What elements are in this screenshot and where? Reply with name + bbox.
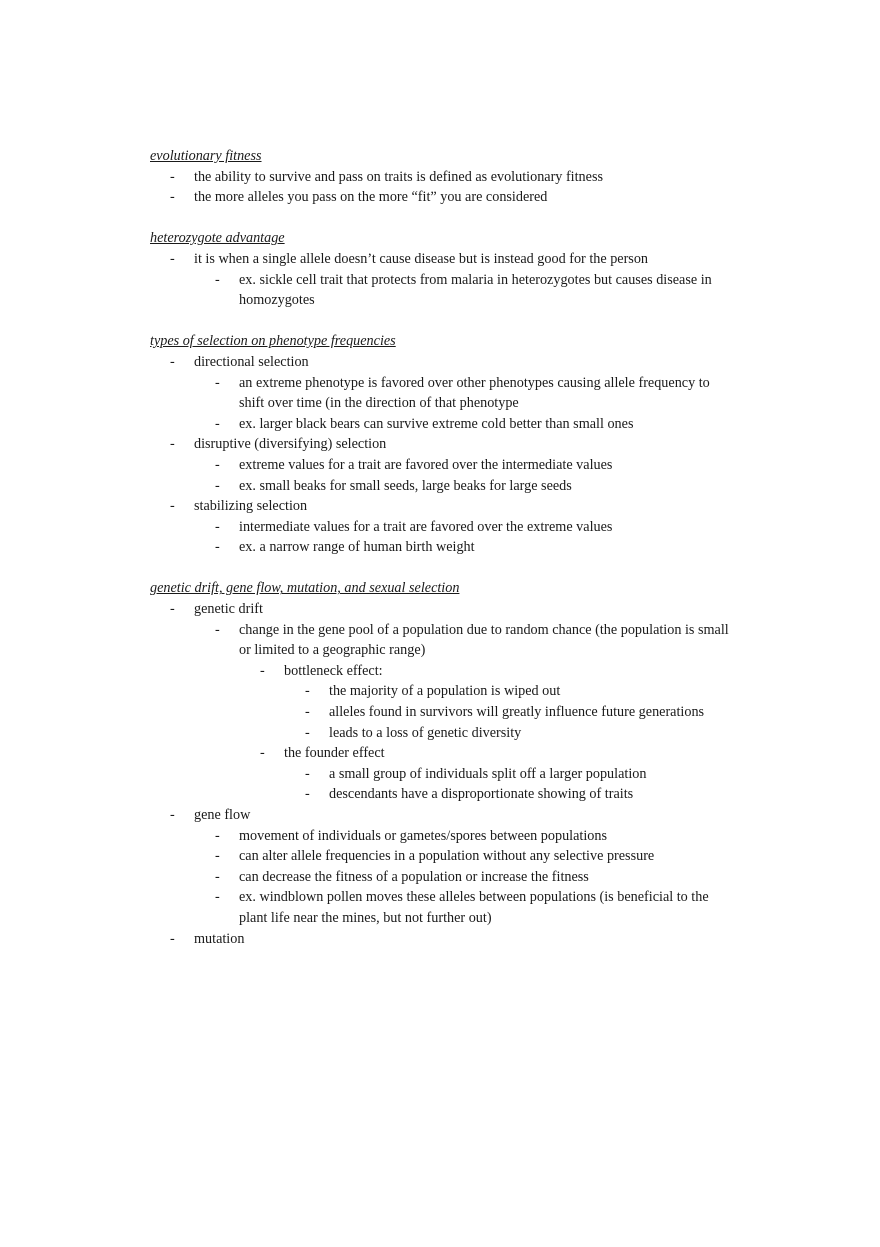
- bullet-item: [0, 867, 880, 888]
- bullet-item: [0, 702, 880, 723]
- document-body: [0, 146, 880, 970]
- bullet-item: [0, 455, 880, 476]
- bullet-dash: -: [170, 168, 175, 185]
- bullet-dash: -: [215, 827, 220, 844]
- bullet-text: leads to a loss of genetic diversity: [329, 724, 522, 741]
- bullet-item: [0, 599, 880, 620]
- bullet-text: it is when a single allele doesn’t cause disease but is instead good for the person: [194, 250, 649, 267]
- bullet-dash: -: [260, 745, 265, 762]
- bullet-item: [0, 661, 880, 682]
- bullet-text: change in the gene pool of a population due to random chance (the population is small or limited to a geographic range): [239, 621, 729, 659]
- bullet-text: ex. small beaks for small seeds, large beaks for large seeds: [239, 477, 572, 494]
- bullet-item: [0, 846, 880, 867]
- bullet-text: ex. larger black bears can survive extreme cold better than small ones: [239, 415, 634, 432]
- bullet-dash: -: [215, 889, 220, 906]
- bullet-item: [0, 784, 880, 805]
- notes-section: [0, 578, 880, 949]
- bullet-text: mutation: [194, 930, 245, 947]
- bullet-item: [0, 929, 880, 950]
- bullet-item: [0, 352, 880, 373]
- bullet-dash: -: [215, 415, 220, 432]
- bullet-item: [0, 249, 880, 270]
- bullet-item: [0, 476, 880, 497]
- bullet-item: [0, 764, 880, 785]
- bullet-text: movement of individuals or gametes/spores between populations: [239, 827, 608, 844]
- bullet-item: [0, 743, 880, 764]
- bullet-text: ex. sickle cell trait that protects from malaria in heterozygotes but causes disease in homozygotes: [239, 271, 712, 309]
- bullet-dash: -: [215, 621, 220, 638]
- bullet-text: stabilizing selection: [194, 498, 308, 515]
- bullet-text: the majority of a population is wiped out: [329, 683, 561, 700]
- bullet-dash: -: [170, 601, 175, 618]
- bullet-text: alleles found in survivors will greatly influence future generations: [329, 704, 705, 721]
- bullet-text: intermediate values for a trait are favored over the extreme values: [239, 518, 613, 535]
- bullet-item: [0, 414, 880, 435]
- bullet-dash: -: [170, 353, 175, 370]
- bullet-item: [0, 434, 880, 455]
- bullet-dash: -: [170, 250, 175, 267]
- bullet-item: [0, 187, 880, 208]
- bullet-item: [0, 681, 880, 702]
- bullet-text: can decrease the fitness of a population or increase the fitness: [239, 868, 589, 885]
- bullet-dash: -: [215, 848, 220, 865]
- bullet-dash: -: [170, 807, 175, 823]
- bullet-text: the founder effect: [284, 745, 385, 762]
- bullet-dash: -: [215, 374, 220, 391]
- bullet-item: [0, 496, 880, 517]
- bullet-item: [0, 887, 880, 928]
- bullet-dash: -: [305, 765, 310, 782]
- bullet-text: descendants have a disproportionate showing of traits: [329, 786, 634, 803]
- notes-section: [0, 331, 880, 558]
- bullet-dash: -: [215, 456, 220, 473]
- bullet-dash: -: [215, 477, 220, 494]
- bullet-text: ex. windblown pollen moves these alleles between populations (is beneficial to the plant life near the mines, but not further out): [239, 889, 709, 926]
- section-heading: genetic drift, gene flow, mutation, and sexual selection: [150, 580, 460, 597]
- bullet-dash: -: [305, 704, 310, 721]
- bullet-dash: -: [170, 498, 175, 515]
- bullet-text: extreme values for a trait are favored over the intermediate values: [239, 456, 613, 473]
- bullet-text: the more alleles you pass on the more “fit” you are considered: [194, 189, 548, 206]
- section-heading: types of selection on phenotype frequencies: [150, 333, 396, 350]
- bullet-dash: -: [170, 189, 175, 206]
- bullet-dash: -: [170, 436, 175, 453]
- bullet-text: an extreme phenotype is favored over other phenotypes causing allele frequency to shift over time (in the direction of that phenotype: [239, 374, 710, 412]
- bullet-dash: -: [215, 518, 220, 535]
- section-heading: evolutionary fitness: [150, 148, 262, 164]
- notes-section: [0, 228, 880, 310]
- bullet-dash: -: [305, 786, 310, 803]
- bullet-item: [0, 723, 880, 744]
- bullet-dash: -: [305, 724, 310, 741]
- bullet-item: [0, 517, 880, 538]
- section-heading: heterozygote advantage: [150, 230, 285, 247]
- notes-section: [0, 146, 880, 208]
- bullet-text: can alter allele frequencies in a population without any selective pressure: [239, 848, 655, 865]
- bullet-dash: -: [260, 662, 265, 679]
- bullet-item: [0, 805, 880, 826]
- bullet-item: [0, 373, 880, 414]
- bullet-text: directional selection: [194, 353, 309, 370]
- bullet-item: [0, 620, 880, 661]
- bullet-text: ex. a narrow range of human birth weight: [239, 539, 475, 556]
- bullet-dash: -: [215, 271, 220, 288]
- bullet-item: [0, 270, 880, 311]
- bullet-dash: -: [215, 539, 220, 556]
- bullet-text: genetic drift: [194, 601, 263, 618]
- bullet-dash: -: [170, 930, 175, 947]
- bullet-item: [0, 826, 880, 847]
- bullet-text: gene flow: [194, 807, 251, 823]
- bullet-text: the ability to survive and pass on traits is defined as evolutionary fitness: [194, 168, 603, 185]
- bullet-item: [0, 167, 880, 188]
- bullet-dash: -: [215, 868, 220, 885]
- bullet-text: a small group of individuals split off a larger population: [329, 765, 647, 782]
- bullet-item: [0, 537, 880, 558]
- bullet-text: bottleneck effect:: [284, 662, 383, 679]
- bullet-text: disruptive (diversifying) selection: [194, 436, 387, 453]
- bullet-dash: -: [305, 683, 310, 700]
